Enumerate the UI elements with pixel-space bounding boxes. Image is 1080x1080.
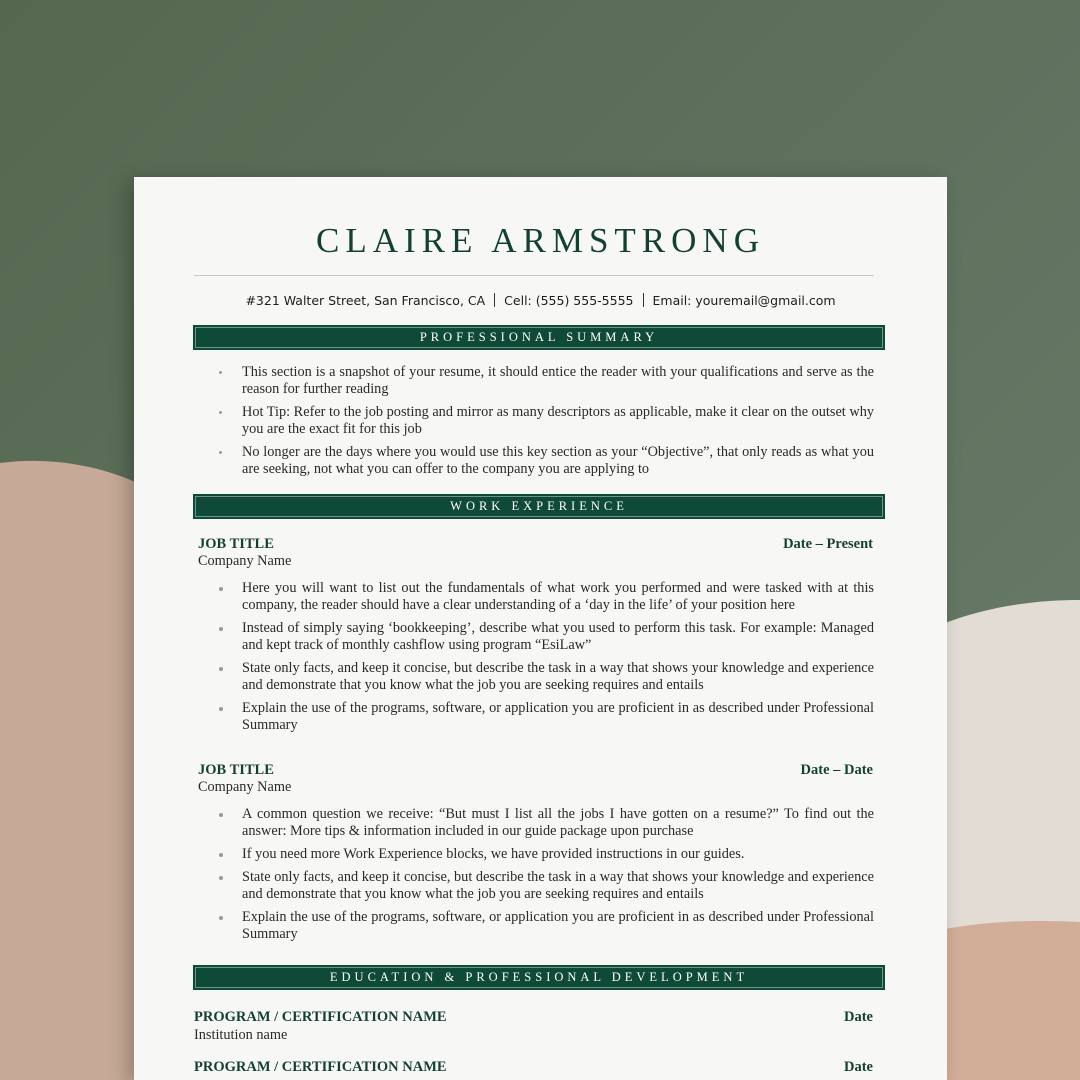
- resume-page: [134, 177, 947, 1080]
- name-divider: [194, 275, 874, 276]
- program-title: PROGRAM / CERTIFICATION NAME: [194, 1009, 447, 1025]
- contact-phone: Cell: (555) 555-5555: [504, 293, 634, 308]
- list-item: Hot Tip: Refer to the job posting and mirror as many descriptors as applicable, make it clear on the outset why you are the exact fit for this job: [214, 404, 874, 438]
- program-date: Date: [844, 1059, 873, 1075]
- list-item: Explain the use of the programs, software, or application you are proficient in as described under Professional Summary: [214, 909, 874, 943]
- list-item: Explain the use of the programs, software, or application you are proficient in as described under Professional Summary: [214, 700, 874, 734]
- list-item: If you need more Work Experience blocks, we have provided instructions in our guides.: [214, 846, 874, 863]
- list-item: State only facts, and keep it concise, but describe the task in a way that shows your knowledge and experience and demonstrate that you know what the job you are seeking requires and entails: [214, 660, 874, 694]
- job-bullets: [214, 806, 874, 949]
- summary-list: [214, 364, 874, 484]
- job-title: JOB TITLE: [198, 762, 274, 778]
- job-title: JOB TITLE: [198, 536, 274, 552]
- list-item: A common question we receive: “But must I list all the jobs I have gotten on a resume?” To find out the answer: More tips & information included in our guide package upon purchase: [214, 806, 874, 840]
- list-item: State only facts, and keep it concise, but describe the task in a way that shows your knowledge and experience and demonstrate that you know what the job you are seeking requires and entails: [214, 869, 874, 903]
- list-item: Here you will want to list out the fundamentals of what work you performed and were tasked with at this company, the reader should have a clear understanding of a ‘day in the life’ of your position here: [214, 580, 874, 614]
- list-item: No longer are the days where you would use this key section as your “Objective”, that only reads as what you are seeking, not what you can offer to the company you are applying to: [214, 444, 874, 478]
- contact-email: Email: youremail@gmail.com: [652, 293, 836, 308]
- job-date: Date – Date: [800, 762, 873, 778]
- program-title: PROGRAM / CERTIFICATION NAME: [194, 1059, 447, 1075]
- contact-line: [134, 293, 947, 308]
- section-heading-experience: WORK EXPERIENCE: [193, 494, 885, 519]
- job-bullets: [214, 580, 874, 740]
- program-date: Date: [844, 1009, 873, 1025]
- company-name: Company Name: [198, 779, 292, 795]
- list-item: This section is a snapshot of your resume, it should entice the reader with your qualifications and serve as the reason for further reading: [214, 364, 874, 398]
- section-heading-summary: PROFESSIONAL SUMMARY: [193, 325, 885, 350]
- contact-separator: [643, 293, 644, 307]
- institution-name: Institution name: [194, 1027, 288, 1043]
- company-name: Company Name: [198, 553, 292, 569]
- job-date: Date – Present: [783, 536, 873, 552]
- list-item: Instead of simply saying ‘bookkeeping’, describe what you used to perform this task. For example: Managed and kept track of monthly cashflow using program “EsiLaw”: [214, 620, 874, 654]
- contact-address: #321 Walter Street, San Francisco, CA: [245, 293, 486, 308]
- section-heading-education: EDUCATION & PROFESSIONAL DEVELOPMENT: [193, 965, 885, 990]
- contact-separator: [494, 293, 495, 307]
- resume-name: CLAIRE ARMSTRONG: [316, 221, 765, 260]
